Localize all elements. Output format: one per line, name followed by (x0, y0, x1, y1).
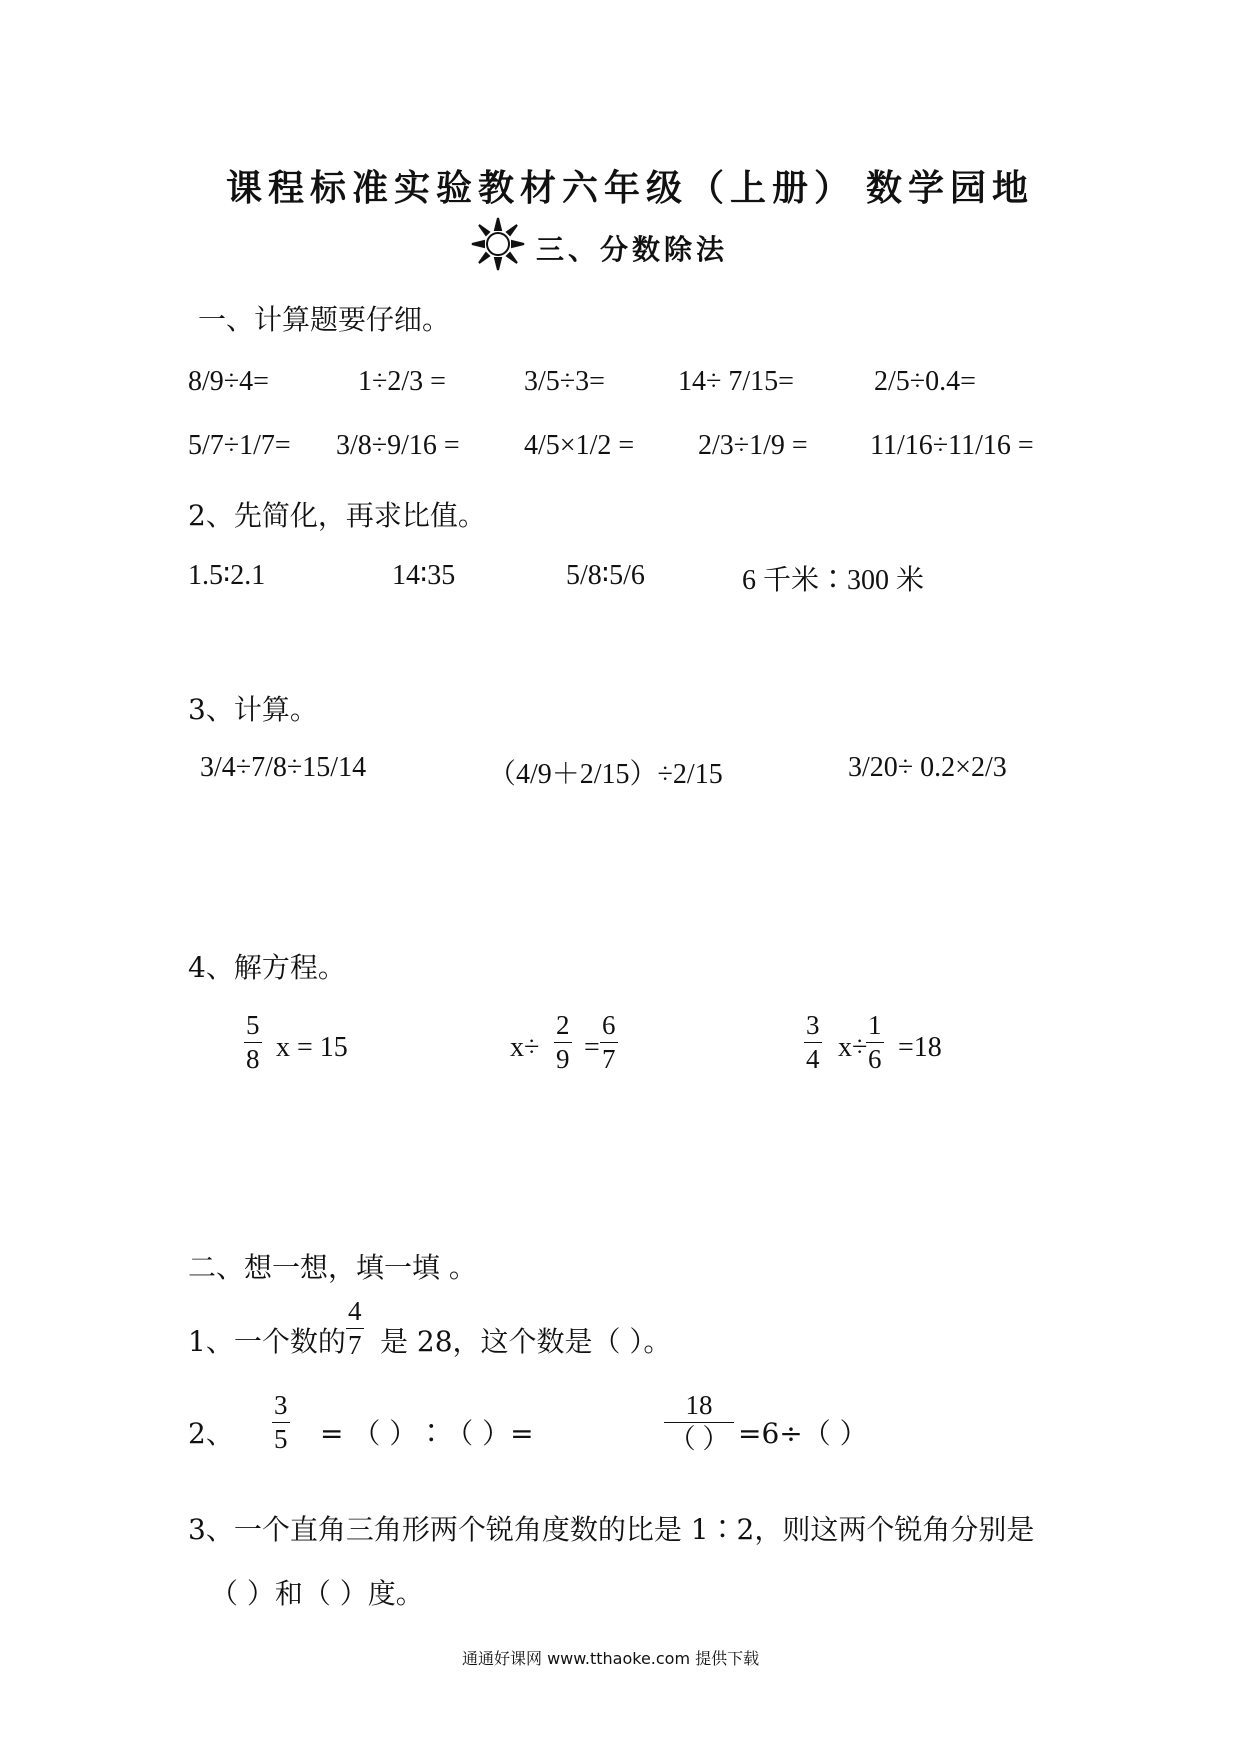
question-text: = （ ）∶（ ）= (320, 1417, 534, 1450)
equation-text: =18 (898, 1032, 942, 1063)
calc-item: 1÷2/3 = (358, 366, 446, 397)
page-title: 课程标准实验教材六年级（上册） (226, 167, 857, 209)
equation-text: x÷ (838, 1032, 868, 1063)
question-label: 2、 (188, 1417, 234, 1450)
question-text: （ ）和（ ）度。 (210, 1577, 424, 1610)
calc-item: 5/7÷1/7= (188, 430, 291, 461)
question-text: =6÷（ ） (738, 1417, 868, 1450)
section3-heading: 3、计算。 (188, 693, 318, 726)
calc-item: 11/16÷11/16 = (870, 430, 1034, 461)
equation-text: x = 15 (276, 1032, 348, 1063)
ratio-item: 6 千米∶300 米 (742, 565, 925, 596)
section2-heading: 2、先简化，再求比值。 (188, 499, 486, 532)
fraction: 6 7 (602, 1010, 616, 1074)
calc-item: 3/5÷3= (524, 366, 605, 397)
calc-item: 8/9÷4= (188, 366, 269, 397)
fraction: 1 6 (868, 1010, 882, 1074)
ratio-item: 14∶35 (392, 560, 456, 591)
ratio-item: 1.5∶2.1 (188, 560, 266, 591)
sun-icon (470, 216, 526, 272)
ratio-item: 5/8∶5/6 (566, 560, 645, 591)
page-subtitle: 三、分数除法 (536, 233, 729, 266)
footer-text[interactable]: 通通好课网 www.tthaoke.com 提供下载 (462, 1649, 760, 1668)
calc-item: 3/20÷ 0.2×2/3 (848, 752, 1007, 783)
fraction: 18 （ ） (664, 1392, 734, 1453)
fraction: 3 5 (274, 1390, 288, 1454)
fraction: 4 7 (348, 1296, 362, 1360)
calc-item: 2/5÷0.4= (874, 366, 976, 397)
page-title-right: 数学园地 (866, 167, 1035, 209)
calc-item: （4/9＋2/15）÷2/15 (488, 759, 723, 790)
calc-item: 2/3÷1/9 = (698, 430, 808, 461)
fraction: 3 4 (806, 1010, 820, 1074)
calc-item: 4/5×1/2 = (524, 430, 635, 461)
fraction: 2 9 (556, 1010, 570, 1074)
equation-text: = (584, 1032, 600, 1063)
section4-heading: 4、解方程。 (188, 951, 346, 984)
question-text: 1、一个数的 (188, 1325, 346, 1358)
calc-item: 3/4÷7/8÷15/14 (200, 752, 367, 783)
part2-heading: 二、想一想，填一填 。 (188, 1251, 477, 1284)
section1-heading: 一、计算题要仔细。 (198, 303, 451, 336)
equation-text: x÷ (510, 1032, 540, 1063)
fraction: 5 8 (246, 1010, 260, 1074)
calc-item: 14÷ 7/15= (678, 366, 794, 397)
question-text: 是 28，这个数是（ ）。 (380, 1325, 672, 1358)
calc-item: 3/8÷9/16 = (336, 430, 460, 461)
question-text: 3、一个直角三角形两个锐角度数的比是 1∶2，则这两个锐角分别是 (188, 1513, 1035, 1546)
